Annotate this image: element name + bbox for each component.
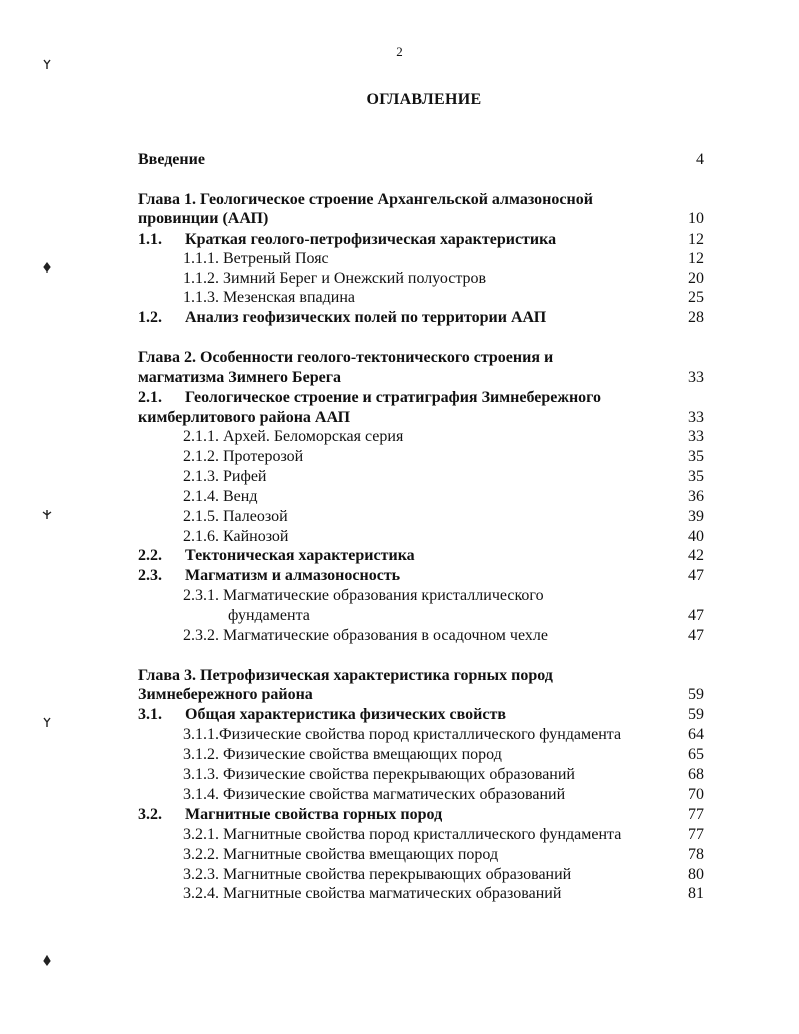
toc-entry-title: Тектоническая характеристика (185, 547, 415, 564)
toc-entry-title: Магнитные свойства горных пород (185, 806, 443, 823)
toc-entry (0, 825, 799, 845)
toc-entry (0, 427, 799, 447)
margin-punch-mark-icon (42, 262, 52, 272)
toc-entry (0, 666, 799, 686)
toc-entry (0, 606, 799, 626)
toc-entry-page: 12 (688, 231, 704, 248)
toc-entry-page: 47 (688, 627, 704, 644)
toc-entry (0, 845, 799, 865)
toc-entry-page: 40 (688, 528, 704, 545)
toc-entry-title: 1.1.3. Мезенская впадина (183, 289, 355, 306)
margin-punch-mark-icon (42, 508, 52, 518)
toc-entry-page: 77 (688, 826, 704, 843)
toc-entry (0, 288, 799, 308)
toc-entry-title: Геологическое строение и стратиграфия Зимнебережного (185, 389, 602, 406)
toc-entry-title: Зимнебережного района (138, 686, 313, 703)
toc-entry-page: 59 (688, 686, 704, 703)
toc-entry-number: 3.2. (138, 806, 162, 823)
toc-entry (0, 566, 799, 586)
toc-entry-title: 3.2.1. Магнитные свойства пород кристаллического фундамента (183, 826, 622, 843)
toc-entry-page: 59 (688, 706, 704, 723)
toc-entry-title: Анализ геофизических полей по территории ААП (185, 309, 547, 326)
toc-entry-page: 10 (688, 210, 704, 227)
toc-entry-page: 35 (688, 448, 704, 465)
toc-entry-title: 1.1.1. Ветреный Пояс (183, 250, 329, 267)
toc-entry-title: 2.1.5. Палеозой (183, 508, 288, 525)
toc-entry (0, 368, 799, 388)
toc-entry-title: 2.1.2. Протерозой (183, 448, 304, 465)
toc-entry (0, 705, 799, 725)
toc-entry-title: Общая характеристика физических свойств (185, 706, 506, 723)
toc-entry-page: 47 (688, 567, 704, 584)
toc-entry-page: 33 (688, 369, 704, 386)
toc-entry-page: 28 (688, 309, 704, 326)
toc-entry-title: 3.2.3. Магнитные свойства перекрывающих образований (183, 866, 572, 883)
toc-entry-title: Краткая геолого-петрофизическая характеристика (185, 231, 557, 248)
toc-entry-page: 33 (688, 428, 704, 445)
toc-entry (0, 507, 799, 527)
toc-entry-title: Глава 3. Петрофизическая характеристика горных пород (138, 667, 553, 684)
toc-entry (0, 487, 799, 507)
toc-entry-number: 3.1. (138, 706, 162, 723)
toc-entry-title: провинции (ААП) (138, 210, 269, 227)
toc-entry-title: 2.1.1. Архей. Беломорская серия (183, 428, 404, 445)
toc-entry-page: 77 (688, 806, 704, 823)
toc-entry (0, 884, 799, 904)
toc-entry-number: 1.1. (138, 231, 162, 248)
toc-entry-title: фундамента (228, 607, 310, 624)
toc-entry (0, 348, 799, 368)
page-number: 2 (396, 44, 403, 59)
toc-entry-page: 65 (688, 746, 704, 763)
toc-entry-page: 81 (688, 885, 704, 902)
toc-entry (0, 408, 799, 428)
toc-entry (0, 308, 799, 328)
toc-entry-number: 2.1. (138, 389, 162, 406)
toc-entry-title: 3.2.4. Магнитные свойства магматических образований (183, 885, 562, 902)
toc-entry-title: магматизма Зимнего Берега (138, 369, 341, 386)
toc-entry-page: 20 (688, 270, 704, 287)
toc-entry-title: 3.1.1.Физические свойства пород кристаллического фундамента (183, 726, 622, 743)
toc-entry-page: 42 (688, 547, 704, 564)
toc-entry (0, 230, 799, 250)
toc-entry-title: 3.1.2. Физические свойства вмещающих пород (183, 746, 502, 763)
toc-entry-title: 2.1.6. Кайнозой (183, 528, 289, 545)
toc-entry-title: Магматизм и алмазоносность (185, 567, 401, 584)
toc-entry-title: Глава 2. Особенности геолого-тектонического строения и (138, 349, 554, 366)
toc-entry-page: 36 (688, 488, 704, 505)
toc-entry-page: 47 (688, 607, 704, 624)
toc-entry (0, 765, 799, 785)
toc-entry (0, 527, 799, 547)
toc-entry-title: 1.1.2. Зимний Берег и Онежский полуостров (183, 270, 487, 287)
toc-entry (0, 467, 799, 487)
toc-entry (0, 209, 799, 229)
toc-entry-number: 2.2. (138, 547, 162, 564)
toc-entry (0, 546, 799, 566)
toc-entry (0, 725, 799, 745)
toc-entry-title: 2.3.1. Магматические образования кристаллического (183, 587, 544, 604)
toc-entry-page: 35 (688, 468, 704, 485)
toc-entry-title: Введение (138, 151, 205, 168)
toc-entry (0, 626, 799, 646)
toc-entry (0, 190, 799, 210)
toc-entry (0, 447, 799, 467)
page-title: ОГЛАВЛЕНИЕ (366, 91, 482, 108)
toc-entry-page: 4 (696, 151, 704, 168)
toc-entry-number: 1.2. (138, 309, 162, 326)
toc-entry-number: 2.3. (138, 567, 162, 584)
margin-punch-mark-icon (42, 58, 52, 68)
toc-entry (0, 785, 799, 805)
toc-entry-page: 80 (688, 866, 704, 883)
toc-entry-title: Глава 1. Геологическое строение Архангельской алмазоносной (138, 191, 593, 208)
toc-entry-title: кимберлитового района ААП (138, 409, 351, 426)
toc-entry-title: 3.2.2. Магнитные свойства вмещающих пород (183, 846, 499, 863)
toc-entry (0, 685, 799, 705)
toc-entry-title: 2.1.3. Рифей (183, 468, 267, 485)
toc-entry (0, 586, 799, 606)
toc-entry (0, 745, 799, 765)
toc-entry-page: 12 (688, 250, 704, 267)
toc-entry (0, 150, 799, 170)
toc-entry-page: 78 (688, 846, 704, 863)
toc-entry-title: 2.3.2. Магматические образования в осадочном чехле (183, 627, 548, 644)
toc-entry-page: 39 (688, 508, 704, 525)
toc-entry-page: 64 (688, 726, 704, 743)
toc-entry (0, 865, 799, 885)
toc-entry (0, 249, 799, 269)
toc-entry-page: 25 (688, 289, 704, 306)
toc-entry-page: 68 (688, 766, 704, 783)
toc-entry-title: 3.1.3. Физические свойства перекрывающих образований (183, 766, 575, 783)
toc-entry-page: 70 (688, 786, 704, 803)
margin-punch-mark-icon (42, 955, 52, 965)
toc-entry (0, 388, 799, 408)
toc-entry (0, 805, 799, 825)
margin-punch-mark-icon (42, 716, 52, 726)
toc-entry (0, 269, 799, 289)
toc-entry-title: 3.1.4. Физические свойства магматических образований (183, 786, 566, 803)
toc-entry-title: 2.1.4. Венд (183, 488, 258, 505)
toc-entry-page: 33 (688, 409, 704, 426)
